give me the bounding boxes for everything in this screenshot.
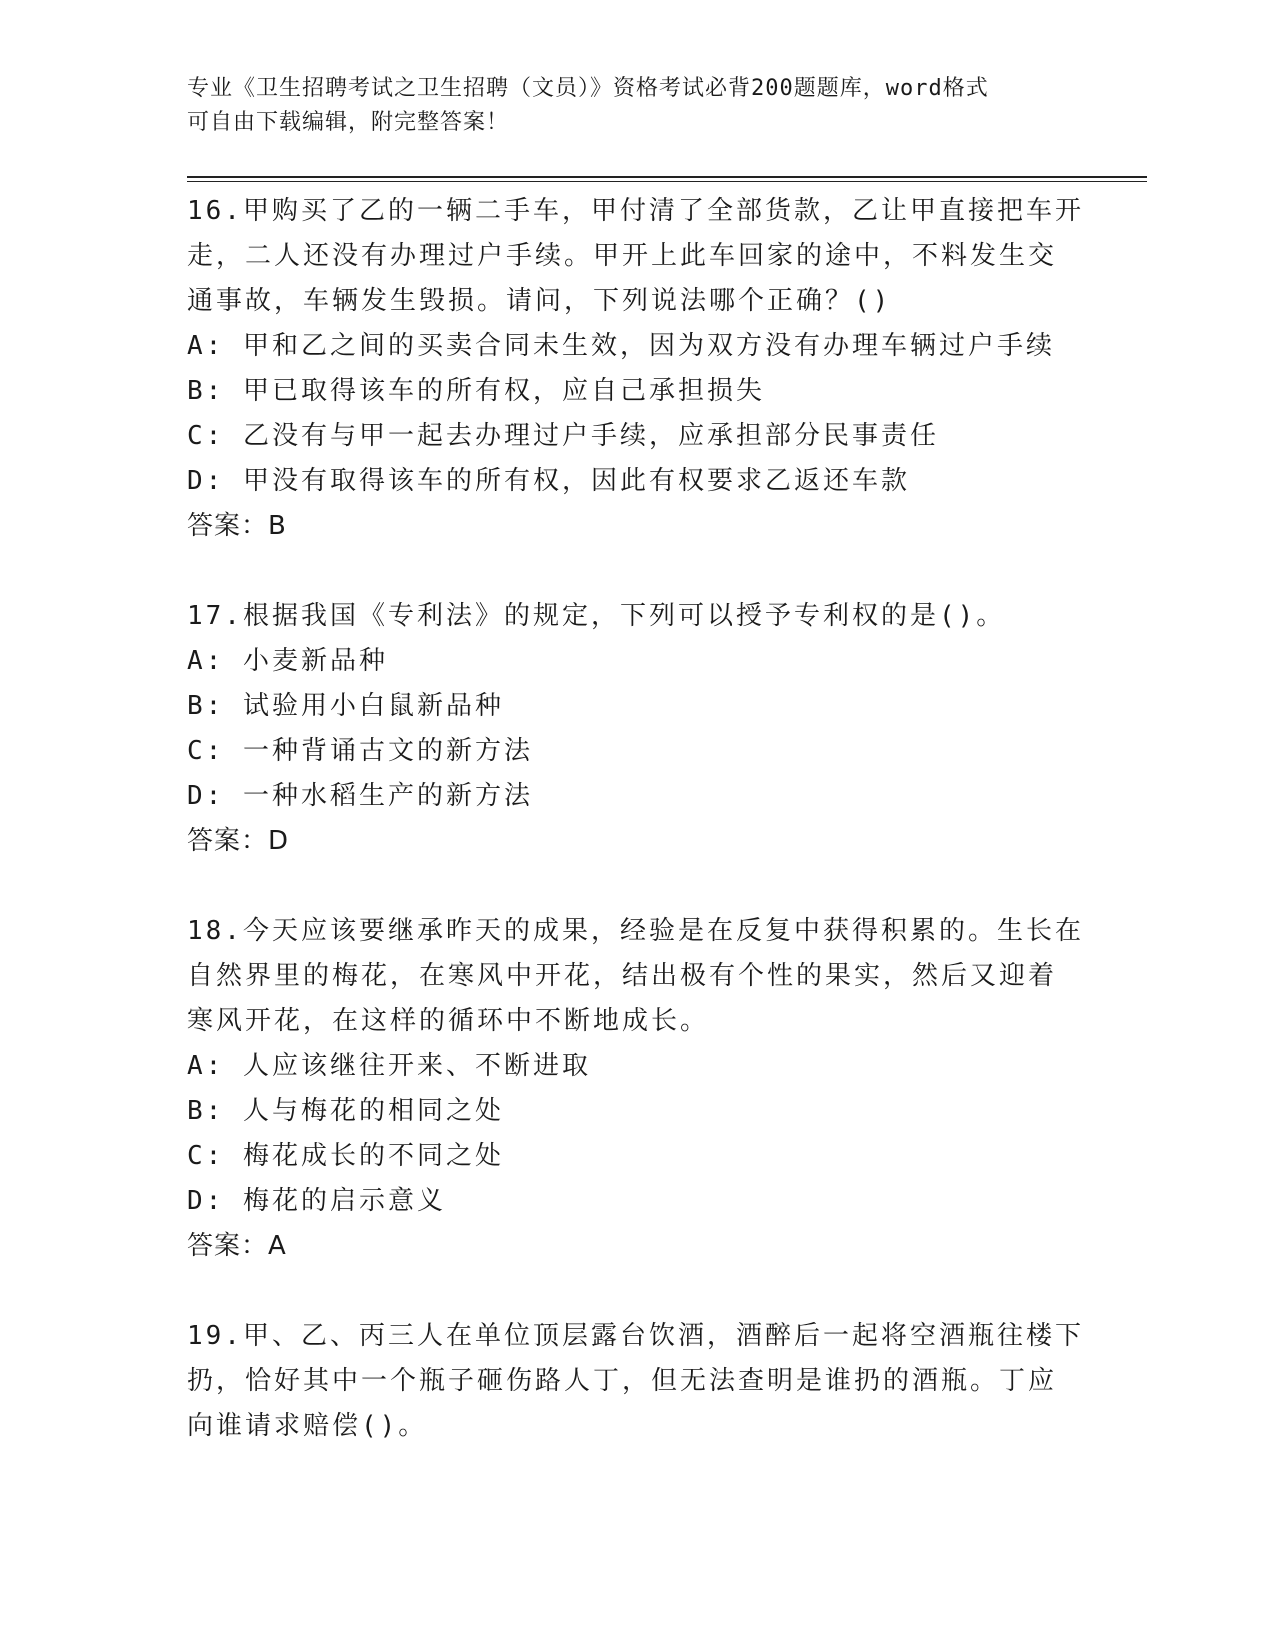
header-divider-thin [187, 181, 1147, 182]
question-18 [187, 909, 1087, 1269]
question-stem-line: 寒风开花，在这样的循环中不断地成长。 [187, 1006, 710, 1036]
answer-text: 答案：D [187, 826, 290, 856]
option-a: A: 人应该继往开来、不断进取 [187, 1051, 591, 1081]
header-divider-thick [187, 176, 1147, 178]
question-list [187, 189, 1087, 1449]
question-stem-line: 扔，恰好其中一个瓶子砸伤路人丁，但无法查明是谁扔的酒瓶。丁应 [187, 1366, 1058, 1396]
header-line-1: 专业《卫生招聘考试之卫生招聘（文员）》资格考试必背200题题库，word格式 [187, 76, 989, 101]
option-c: C: 乙没有与甲一起去办理过户手续，应承担部分民事责任 [187, 421, 939, 451]
question-stem-line: 自然界里的梅花，在寒风中开花，结出极有个性的果实，然后又迎着 [187, 961, 1058, 991]
question-stem-line: 通事故，车辆发生毁损。请问，下列说法哪个正确？() [187, 286, 892, 316]
option-a: A: 小麦新品种 [187, 646, 388, 676]
option-b: B: 试验用小白鼠新品种 [187, 691, 504, 721]
option-b: B: 甲已取得该车的所有权，应自己承担损失 [187, 376, 765, 406]
option-d: D: 甲没有取得该车的所有权，因此有权要求乙返还车款 [187, 466, 910, 496]
option-b: B: 人与梅花的相同之处 [187, 1096, 504, 1126]
question-stem-line: 19.甲、乙、丙三人在单位顶层露台饮酒，酒醉后一起将空酒瓶往楼下 [187, 1321, 1084, 1351]
option-c: C: 一种背诵古文的新方法 [187, 736, 533, 766]
question-stem-line: 向谁请求赔偿()。 [187, 1411, 428, 1441]
option-d: D: 一种水稻生产的新方法 [187, 781, 533, 811]
question-16 [187, 189, 1087, 549]
document-header [187, 72, 1087, 140]
option-c: C: 梅花成长的不同之处 [187, 1141, 504, 1171]
answer-text: 答案：B [187, 511, 287, 541]
answer-text: 答案：A [187, 1231, 287, 1261]
question-stem-line: 走，二人还没有办理过户手续。甲开上此车回家的途中，不料发生交 [187, 241, 1058, 271]
question-stem-line: 16.甲购买了乙的一辆二手车，甲付清了全部货款，乙让甲直接把车开 [187, 196, 1084, 226]
question-17 [187, 594, 1087, 864]
header-line-2: 可自由下载编辑，附完整答案！ [187, 110, 510, 135]
option-d: D: 梅花的启示意义 [187, 1186, 446, 1216]
question-stem-line: 18.今天应该要继承昨天的成果，经验是在反复中获得积累的。生长在 [187, 916, 1084, 946]
question-stem-line: 17.根据我国《专利法》的规定，下列可以授予专利权的是()。 [187, 601, 1006, 631]
question-19 [187, 1314, 1087, 1449]
option-a: A: 甲和乙之间的买卖合同未生效，因为双方没有办理车辆过户手续 [187, 331, 1055, 361]
